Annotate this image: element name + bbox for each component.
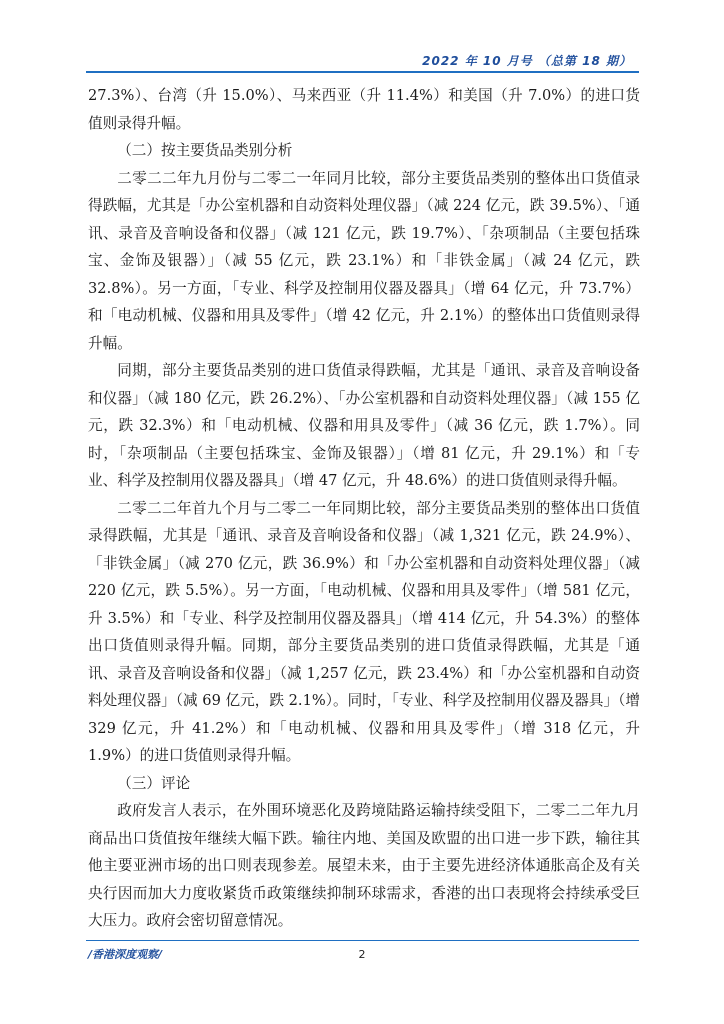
footer-divider: [86, 940, 639, 941]
paragraph-exports-september: 二零二二年九月份与二零二一年同月比较，部分主要货品类别的整体出口货值录得跌幅，尤其是「办公室机器和自动资料处理仪器」（减 224 亿元，跌 39.5%）、「通讯、录音及音响设备和仪器」（减 121 亿元，跌 19.7%）、「杂项制品（主要包括珠宝、金饰及银器）」（减 55 亿元，跌 23.1%）和「非铁金属」（减 24 亿元，跌 32.8%）。另一方面，「专业、科学及控制用仪器及器具」（增 64 亿元，升 73.7%）和「电动机械、仪器和用具及零件」（增 42 亿元，升 2.1%）的整体出口货值则录得升幅。: [88, 169, 640, 352]
article-body: [88, 82, 640, 935]
paragraph-commentary: 政府发言人表示，在外围环境恶化及跨境陆路运输持续受阻下，二零二二年九月商品出口货值按年继续大幅下跌。输往内地、美国及欧盟的出口进一步下跌，输往其他主要亚洲市场的出口则表现参差。展望未来，由于主要先进经济体通胀高企及有关央行因而加大力度收紧货币政策继续抑制环球需求，香港的出口表现将会持续承受巨大压力。政府会密切留意情况。: [88, 802, 640, 929]
paragraph-first-nine-months: 二零二二年首九个月与二零二一年同期比较，部分主要货品类别的整体出口货值录得跌幅，尤其是「通讯、录音及音响设备和仪器」（减 1,321 亿元，跌 24.9%）、「非铁金属」（减 270 亿元，跌 36.9%）和「办公室机器和自动资料处理仪器」（减 220 亿元，跌 5.5%）。另一方面，「电动机械、仪器和用具及零件」（增 581 亿元，升 3.5%）和「专业、科学及控制用仪器及器具」（增 414 亿元，升 54.3%）的整体出口货值则录得升幅。同期，部分主要货品类别的进口货值录得跌幅，尤其是「通讯、录音及音响设备和仪器」（减 1,257 亿元，跌 23.4%）和「办公室机器和自动资料处理仪器」（减 69 亿元，跌 2.1%）。同时，「专业、科学及控制用仪器及器具」（增 329 亿元，升 41.2%）和「电动机械、仪器和用具及零件」（增 318 亿元，升 1.9%）的进口货值则录得升幅。: [88, 499, 640, 764]
publication-brand: /香港深度观察/: [88, 948, 163, 961]
section-heading-goods: （二）按主要货品类别分析: [117, 142, 293, 159]
section-heading-commentary: （三）评论: [117, 774, 191, 792]
paragraph-imports-september: 同期，部分主要货品类别的进口货值录得跌幅，尤其是「通讯、录音及音响设备和仪器」（减 180 亿元，跌 26.2%）、「办公室机器和自动资料处理仪器」（减 155 亿元，跌 32.3%）和「电动机械、仪器和用具及零件」（减 36 亿元，跌 1.7%）。同时，「杂项制品（主要包括珠宝、金饰及银器）」（增 81 亿元，升 29.1%）和「专业、科学及控制用仪器及器具」（增 47 亿元，升 48.6%）的进口货值则录得升幅。: [88, 362, 640, 489]
paragraph-continued: 27.3%）、台湾（升 15.0%）、马来西亚（升 11.4%）和美国（升 7.0%）的进口货值则录得升幅。: [88, 87, 640, 132]
issue-label: 2022 年 10 月号 （总第 18 期）: [422, 54, 632, 68]
header-divider: [86, 71, 639, 73]
page-number: 2: [358, 948, 366, 961]
